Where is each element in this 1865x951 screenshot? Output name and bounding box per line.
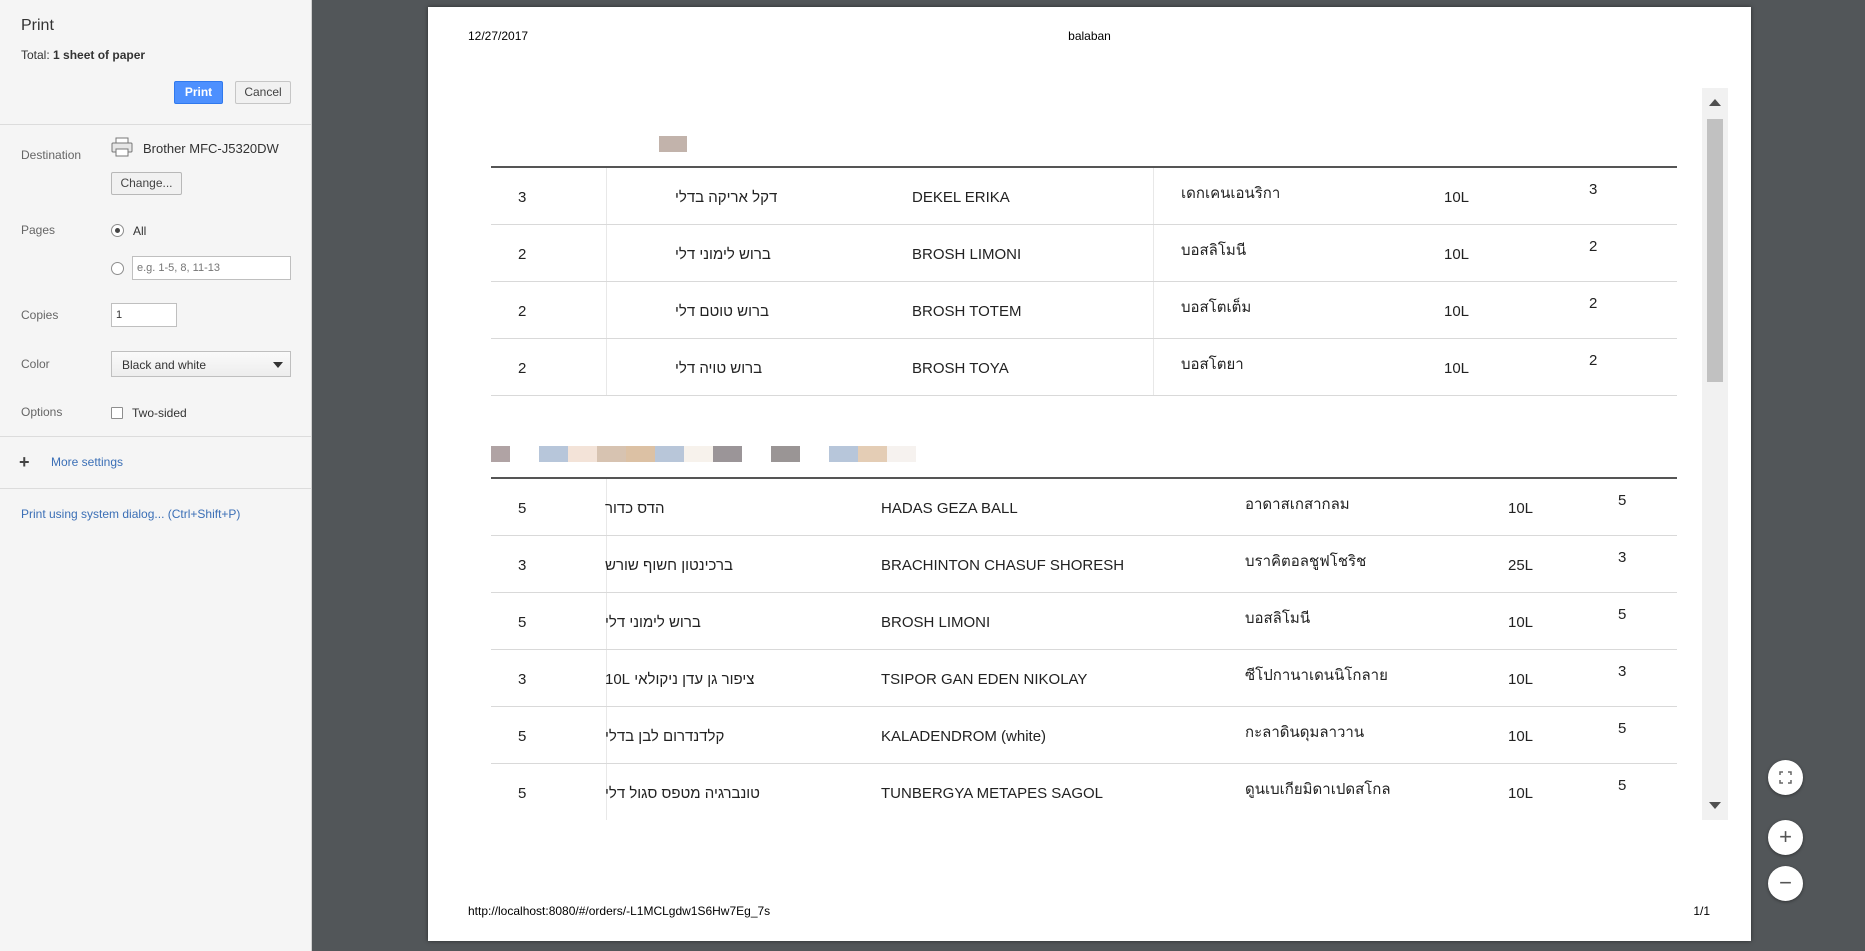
- table-row: [491, 225, 1677, 282]
- header-swatch: [771, 446, 800, 462]
- pages-all-radio[interactable]: [111, 224, 124, 237]
- header-swatch: [800, 446, 829, 462]
- cell-thai: บอสลิโมนี: [1181, 242, 1247, 259]
- cell-hebrew: טונברגיה מטפס סגול דלי: [605, 785, 760, 802]
- table-row: [491, 479, 1677, 536]
- header-swatch: [713, 446, 742, 462]
- table-row: [491, 707, 1677, 764]
- printer-name: Brother MFC-J5320DW: [143, 141, 279, 156]
- cell-hebrew: הדס כדור: [605, 500, 665, 517]
- cancel-button[interactable]: Cancel: [235, 81, 291, 104]
- plus-icon[interactable]: +: [19, 452, 30, 472]
- table-row: [491, 536, 1677, 593]
- cell-qty: 2: [518, 360, 527, 377]
- zoom-out-button[interactable]: [1768, 866, 1803, 901]
- zoom-in-button[interactable]: [1768, 820, 1803, 855]
- cell-count: 2: [1589, 352, 1598, 369]
- header-swatch: [858, 446, 887, 462]
- column-separator: [1153, 225, 1154, 281]
- two-sided-label: Two-sided: [132, 406, 187, 420]
- cell-english: BRACHINTON CHASUF SHORESH: [881, 557, 1125, 574]
- cell-size: 10L: [1508, 614, 1534, 631]
- header-swatch: [597, 446, 626, 462]
- sheet-total-prefix: Total:: [21, 48, 50, 62]
- cell-english: BROSH LIMONI: [881, 614, 991, 631]
- cell-thai: กะลาดินดุมลาวาน: [1245, 724, 1365, 741]
- cell-count: 3: [1618, 549, 1627, 566]
- cell-count: 5: [1618, 492, 1627, 509]
- header-swatch: [887, 446, 916, 462]
- cell-count: 5: [1618, 777, 1627, 794]
- preview-page: [428, 7, 1751, 941]
- column-separator: [606, 168, 607, 224]
- header-swatch: [491, 446, 510, 462]
- header-swatch: [626, 446, 655, 462]
- cell-qty: 3: [518, 671, 527, 688]
- header-swatch: [742, 446, 771, 462]
- table-row: [491, 339, 1677, 396]
- pages-all-label: All: [133, 224, 147, 238]
- sheet-total: [21, 48, 145, 62]
- table-row: [491, 168, 1677, 225]
- cell-english: DEKEL ERIKA: [912, 189, 1010, 206]
- printer-icon: [111, 137, 133, 157]
- page-header-title: balaban: [1068, 29, 1111, 43]
- system-dialog-link[interactable]: Print using system dialog... (Ctrl+Shift+P): [21, 507, 241, 521]
- destination-label: Destination: [21, 148, 82, 162]
- cell-qty: 5: [518, 614, 527, 631]
- color-select[interactable]: [111, 351, 291, 377]
- cell-english: KALADENDROM (white): [881, 728, 1047, 745]
- print-sidebar: [0, 0, 312, 951]
- divider: [0, 436, 311, 437]
- cell-size: 10L: [1508, 728, 1534, 745]
- scroll-up-arrow-icon[interactable]: [1709, 99, 1721, 106]
- cell-english: BROSH LIMONI: [912, 246, 1022, 263]
- copies-input[interactable]: [111, 303, 177, 327]
- cell-thai: บอสโตเต็ม: [1181, 299, 1252, 316]
- page-footer-number: 1/1: [1693, 904, 1710, 918]
- header-swatch: [659, 136, 687, 152]
- color-label: Color: [21, 357, 50, 371]
- column-separator: [606, 225, 607, 281]
- zoom-in-icon: +: [1779, 824, 1792, 849]
- cell-count: 2: [1589, 295, 1598, 312]
- dialog-title: Print: [21, 17, 54, 34]
- cell-size: 25L: [1508, 557, 1534, 574]
- cell-count: 3: [1618, 663, 1627, 680]
- page-header-date: 12/27/2017: [468, 29, 529, 43]
- table-row: [491, 650, 1677, 707]
- fit-to-page-icon: [1768, 760, 1803, 795]
- cell-english: TUNBERGYA METAPES SAGOL: [881, 785, 1103, 802]
- pages-label: Pages: [21, 223, 56, 237]
- copies-label: Copies: [21, 308, 59, 322]
- column-separator: [1153, 339, 1154, 395]
- header-swatch: [829, 446, 858, 462]
- cell-size: 10L: [1444, 360, 1470, 377]
- zoom-out-icon: −: [1779, 870, 1792, 895]
- cell-qty: 3: [518, 557, 527, 574]
- cell-thai: เดกเคนเอนริกา: [1181, 185, 1281, 202]
- cell-english: TSIPOR GAN EDEN NIKOLAY: [881, 671, 1088, 688]
- column-separator: [1153, 168, 1154, 224]
- column-separator: [606, 282, 607, 338]
- options-label: Options: [21, 405, 63, 419]
- cell-thai: บอสลิโมนี: [1245, 610, 1311, 627]
- sheet-total-value: 1 sheet of paper: [53, 48, 146, 62]
- cell-qty: 2: [518, 246, 527, 263]
- cell-thai: บอสโตยา: [1181, 356, 1244, 373]
- cell-english: BROSH TOYA: [912, 360, 1009, 377]
- page-footer-url: http://localhost:8080/#/orders/-L1MCLgdw1S6Hw7Eg_7s: [468, 904, 771, 918]
- cell-size: 10L: [1444, 246, 1470, 263]
- cell-qty: 5: [518, 500, 527, 517]
- divider: [0, 124, 311, 125]
- cell-count: 2: [1589, 238, 1598, 255]
- fit-to-page-button[interactable]: [1768, 760, 1803, 795]
- dropdown-arrow-icon: [273, 362, 283, 368]
- header-swatch: [655, 446, 684, 462]
- cell-hebrew: ברוש טוטם דלי: [675, 303, 769, 320]
- cell-thai: ซีโปกานาเดนนิโกลาย: [1245, 667, 1388, 684]
- table-row: [491, 282, 1677, 339]
- cell-thai: ดูนเบเกียมิดาเปดสโกล: [1245, 781, 1391, 798]
- cell-qty: 5: [518, 728, 527, 745]
- cell-thai: บราคิตอลชูฟโชริช: [1245, 553, 1367, 570]
- header-swatch: [510, 446, 539, 462]
- cell-qty: 3: [518, 189, 527, 206]
- cell-size: 10L: [1444, 189, 1470, 206]
- cell-hebrew: דקל אריקה בדלי: [675, 189, 778, 206]
- cell-hebrew: צ‏יפור גן עדן ניקולאי 10L: [605, 671, 755, 688]
- cell-hebrew: ברוש טויה דלי: [675, 360, 763, 377]
- cell-hebrew: ברוש לימוני דלי: [605, 614, 701, 631]
- cell-count: 5: [1618, 606, 1627, 623]
- table-row: [491, 764, 1677, 820]
- header-swatch: [539, 446, 568, 462]
- pages-custom-input[interactable]: [132, 256, 291, 280]
- scroll-down-arrow-icon[interactable]: [1709, 802, 1721, 809]
- cell-hebrew: ברכינטון חשוף שורש: [605, 557, 733, 574]
- cell-hebrew: ברוש לימוני דלי: [675, 246, 771, 263]
- cell-count: 5: [1618, 720, 1627, 737]
- column-separator: [1153, 282, 1154, 338]
- cell-qty: 2: [518, 303, 527, 320]
- divider: [0, 488, 311, 489]
- scroll-thumb[interactable]: [1707, 119, 1723, 382]
- table-row: [491, 593, 1677, 650]
- cell-count: 3: [1589, 181, 1598, 198]
- cell-english: HADAS GEZA BALL: [881, 500, 1018, 517]
- cell-size: 10L: [1508, 671, 1534, 688]
- pages-custom-radio[interactable]: [111, 262, 124, 275]
- more-settings-link[interactable]: More settings: [51, 455, 124, 469]
- cell-hebrew: קלדנדרום לבן בדלי: [605, 728, 725, 745]
- two-sided-checkbox[interactable]: [111, 407, 123, 419]
- header-swatch: [684, 446, 713, 462]
- order-content: [491, 88, 1715, 820]
- cell-qty: 5: [518, 785, 527, 802]
- print-button[interactable]: Print: [174, 81, 223, 104]
- cell-size: 10L: [1444, 303, 1470, 320]
- header-swatch: [568, 446, 597, 462]
- preview-scrollbar[interactable]: [1702, 88, 1728, 820]
- cell-english: BROSH TOTEM: [912, 303, 1022, 320]
- cell-size: 10L: [1508, 785, 1534, 802]
- change-destination-button[interactable]: Change...: [111, 172, 182, 195]
- column-separator: [606, 339, 607, 395]
- cell-thai: อาดาสเกสากลม: [1245, 496, 1350, 513]
- color-select-value: Black and white: [122, 358, 207, 372]
- cell-size: 10L: [1508, 500, 1534, 517]
